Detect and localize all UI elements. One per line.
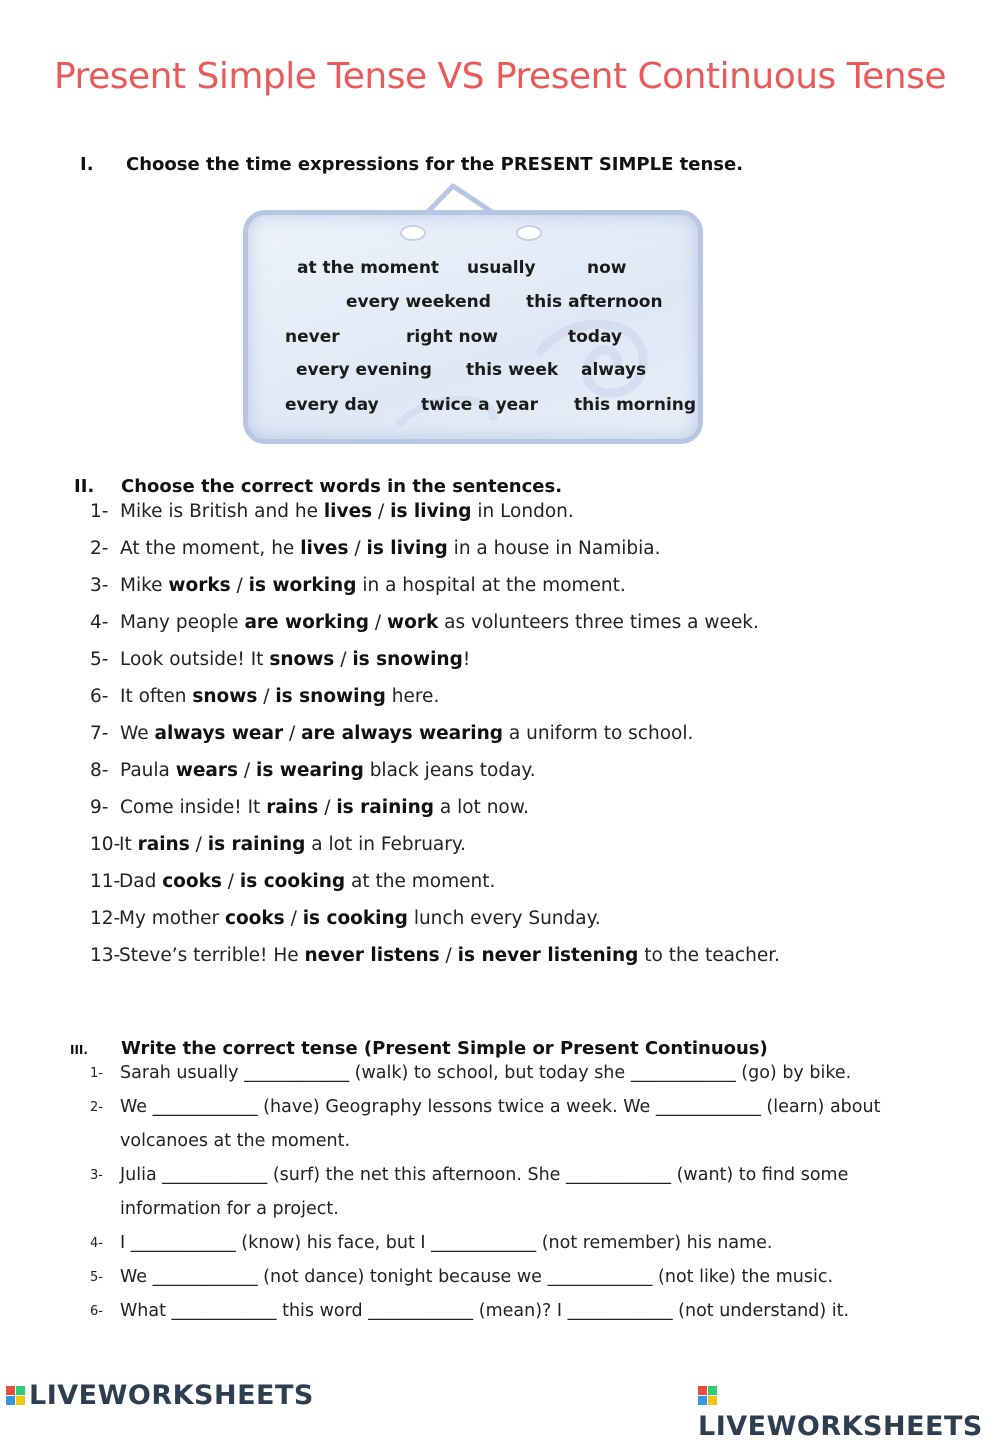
choice-option-a[interactable]: lives	[323, 501, 373, 522]
logo-text: LIVEWORKSHEETS	[29, 1380, 314, 1411]
sentence-number: 6-	[90, 686, 109, 707]
exercise-text[interactable]: We ____________ (have) Geography lessons twice a week. We ____________ (learn) about	[120, 1097, 881, 1117]
choice-separator: /	[238, 760, 257, 781]
sentence-text: here.	[385, 686, 440, 707]
sentence-item	[90, 760, 536, 781]
section-1-title: Choose the time expressions for the PRESENT SIMPLE tense.	[126, 154, 744, 175]
choice-option-a[interactable]: rains	[266, 797, 319, 818]
choice-separator: /	[189, 834, 208, 855]
sentence-text: a uniform to school.	[503, 723, 694, 744]
choice-option-a[interactable]: snows	[269, 649, 335, 670]
sentence-item	[90, 501, 574, 522]
sentence-text: At the moment, he	[120, 538, 301, 559]
expression-word[interactable]: every weekend	[346, 292, 491, 312]
section-3-number: III.	[70, 1043, 88, 1057]
sentence-text: It often	[120, 686, 193, 707]
choice-option-a[interactable]: never listens	[304, 945, 440, 966]
choice-option-b[interactable]: is living	[366, 538, 448, 559]
choice-option-b[interactable]: is wearing	[256, 760, 364, 781]
sentence-number: 9-	[90, 797, 109, 818]
choice-option-a[interactable]: cooks	[162, 871, 222, 892]
exercise-text[interactable]: We ____________ (not dance) tonight because we ____________ (not like) the music.	[120, 1267, 834, 1287]
expression-word[interactable]: now	[587, 258, 627, 278]
choice-option-b[interactable]: work	[387, 612, 439, 633]
exercise-item	[90, 1233, 940, 1257]
expression-word[interactable]: this week	[466, 360, 559, 380]
sentence-number: 4-	[90, 612, 109, 633]
sentence-number: 13-	[90, 945, 121, 966]
choice-separator: /	[372, 501, 391, 522]
exercise-text[interactable]: Julia ____________ (surf) the net this afternoon. She ____________ (want) to find some	[120, 1165, 849, 1185]
exercise-item	[90, 1063, 940, 1087]
exercise-number: 5-	[90, 1270, 103, 1285]
choice-separator: /	[230, 575, 249, 596]
liveworksheets-logo-left	[6, 1380, 314, 1411]
choice-separator: /	[221, 871, 240, 892]
section-3-heading	[70, 1038, 770, 1062]
sentence-text: to the teacher.	[638, 945, 780, 966]
choice-option-a[interactable]: wears	[175, 760, 239, 781]
sentence-number: 1-	[90, 501, 109, 522]
sentence-text: Many people	[120, 612, 245, 633]
section-1-number: I.	[80, 154, 94, 175]
section-3-title: Write the correct tense (Present Simple or Present Continuous)	[121, 1038, 768, 1059]
liveworksheets-mark-icon	[698, 1386, 718, 1406]
sentence-item	[90, 575, 626, 596]
sentence-number: 2-	[90, 538, 109, 559]
choice-separator: /	[334, 649, 353, 670]
sentence-number: 10-	[90, 834, 121, 855]
sentence-item	[90, 538, 661, 559]
choice-option-b[interactable]: are always wearing	[301, 723, 504, 744]
liveworksheets-logo-right	[698, 1380, 1000, 1442]
sentence-number: 3-	[90, 575, 109, 596]
exercise-item	[90, 1267, 940, 1291]
choice-option-a[interactable]: are working	[244, 612, 370, 633]
choice-option-a[interactable]: cooks	[224, 908, 285, 929]
section-2-title: Choose the correct words in the sentences.	[121, 476, 563, 497]
section-1-heading	[80, 154, 780, 178]
choice-separator: /	[369, 612, 388, 633]
expression-word[interactable]: twice a year	[421, 395, 539, 415]
sentence-item	[90, 797, 529, 818]
choice-option-a[interactable]: rains	[137, 834, 190, 855]
choice-separator: /	[439, 945, 458, 966]
exercise-text[interactable]: What ____________ this word ____________ (mean)? I ____________ (not understand) it.	[120, 1301, 850, 1321]
choice-option-b[interactable]: is raining	[336, 797, 434, 818]
choice-option-b[interactable]: is cooking	[302, 908, 408, 929]
sentence-item	[90, 871, 495, 892]
sentence-text: Dad	[119, 871, 163, 892]
choice-option-a[interactable]: works	[168, 575, 231, 596]
choice-separator: /	[257, 686, 276, 707]
sentence-number: 12-	[90, 908, 121, 929]
exercise-text-continued: information for a project.	[120, 1199, 339, 1219]
exercise-number: 4-	[90, 1236, 103, 1251]
choice-option-b[interactable]: is raining	[207, 834, 306, 855]
sentence-text: Steve’s terrible! He	[119, 945, 305, 966]
sentence-text: !	[462, 649, 471, 670]
sentence-item	[90, 723, 693, 744]
expression-word[interactable]: this morning	[574, 395, 697, 415]
choice-option-b[interactable]: is working	[248, 575, 357, 596]
expression-word[interactable]: every evening	[296, 360, 432, 380]
sentence-text: a lot now.	[434, 797, 530, 818]
choice-option-a[interactable]: lives	[300, 538, 349, 559]
sentence-text: Mike	[120, 575, 169, 596]
sentence-text: Mike is British and he	[120, 501, 324, 522]
sentence-item	[90, 686, 439, 707]
expression-word[interactable]: every day	[285, 395, 379, 415]
sentence-text: at the moment.	[345, 871, 496, 892]
sentence-text: in a house in Namibia.	[447, 538, 661, 559]
choice-option-b[interactable]: is never listening	[457, 945, 639, 966]
exercise-text[interactable]: Sarah usually ____________ (walk) to school, but today she ____________ (go) by bike.	[120, 1063, 852, 1083]
sentence-number: 7-	[90, 723, 109, 744]
choice-option-b[interactable]: is living	[390, 501, 472, 522]
exercise-text[interactable]: I ____________ (know) his face, but I ____________ (not remember) his name.	[120, 1233, 773, 1253]
choice-option-b[interactable]: is snowing	[275, 686, 386, 707]
sentence-text: Paula	[120, 760, 176, 781]
sentence-number: 5-	[90, 649, 109, 670]
expression-word[interactable]: today	[568, 327, 623, 347]
sentence-text: as volunteers three times a week.	[438, 612, 759, 633]
sentence-text: in a hospital at the moment.	[356, 575, 626, 596]
sentence-text: black jeans today.	[363, 760, 536, 781]
expression-word[interactable]: at the moment	[297, 258, 440, 278]
sentence-item	[90, 649, 470, 670]
expression-word[interactable]: usually	[467, 258, 536, 278]
exercise-number: 3-	[90, 1168, 103, 1183]
choice-separator: /	[284, 908, 303, 929]
exercise-text-continued: volcanoes at the moment.	[120, 1131, 351, 1151]
sentence-number: 11-	[90, 871, 121, 892]
sentence-text: a lot in February.	[305, 834, 467, 855]
expression-word[interactable]: right now	[406, 327, 499, 347]
sentence-item	[90, 945, 780, 966]
exercise-item	[90, 1097, 940, 1121]
sentence-text: Come inside! It	[120, 797, 267, 818]
section-2-heading	[74, 476, 774, 500]
choice-separator: /	[283, 723, 302, 744]
sentence-item	[90, 834, 466, 855]
choice-option-a[interactable]: always wear	[154, 723, 284, 744]
choice-option-b[interactable]: is snowing	[352, 649, 463, 670]
sentence-text: It	[119, 834, 138, 855]
exercise-number: 6-	[90, 1304, 103, 1319]
sentence-item	[90, 612, 759, 633]
logo-text: LIVEWORKSHEETS	[698, 1411, 983, 1442]
sentence-text: in London.	[471, 501, 574, 522]
exercise-item	[90, 1301, 940, 1325]
page-title: Present Simple Tense VS Present Continuous Tense	[53, 56, 946, 97]
sentence-text: My mother	[119, 908, 225, 929]
sentence-text: Look outside! It	[120, 649, 270, 670]
choice-separator: /	[318, 797, 337, 818]
choice-option-a[interactable]: snows	[192, 686, 258, 707]
exercise-item	[90, 1165, 940, 1189]
exercise-number: 2-	[90, 1100, 103, 1115]
choice-separator: /	[348, 538, 367, 559]
section-2-number: II.	[74, 476, 95, 497]
expression-word[interactable]: this afternoon	[526, 292, 663, 312]
sentence-text: We	[120, 723, 155, 744]
choice-option-b[interactable]: is cooking	[239, 871, 346, 892]
sentence-text: lunch every Sunday.	[407, 908, 601, 929]
expression-word[interactable]: always	[581, 360, 647, 380]
sentence-number: 8-	[90, 760, 109, 781]
expression-word[interactable]: never	[285, 327, 340, 347]
exercise-number: 1-	[90, 1066, 103, 1081]
liveworksheets-mark-icon	[6, 1386, 26, 1406]
sentence-item	[90, 908, 601, 929]
